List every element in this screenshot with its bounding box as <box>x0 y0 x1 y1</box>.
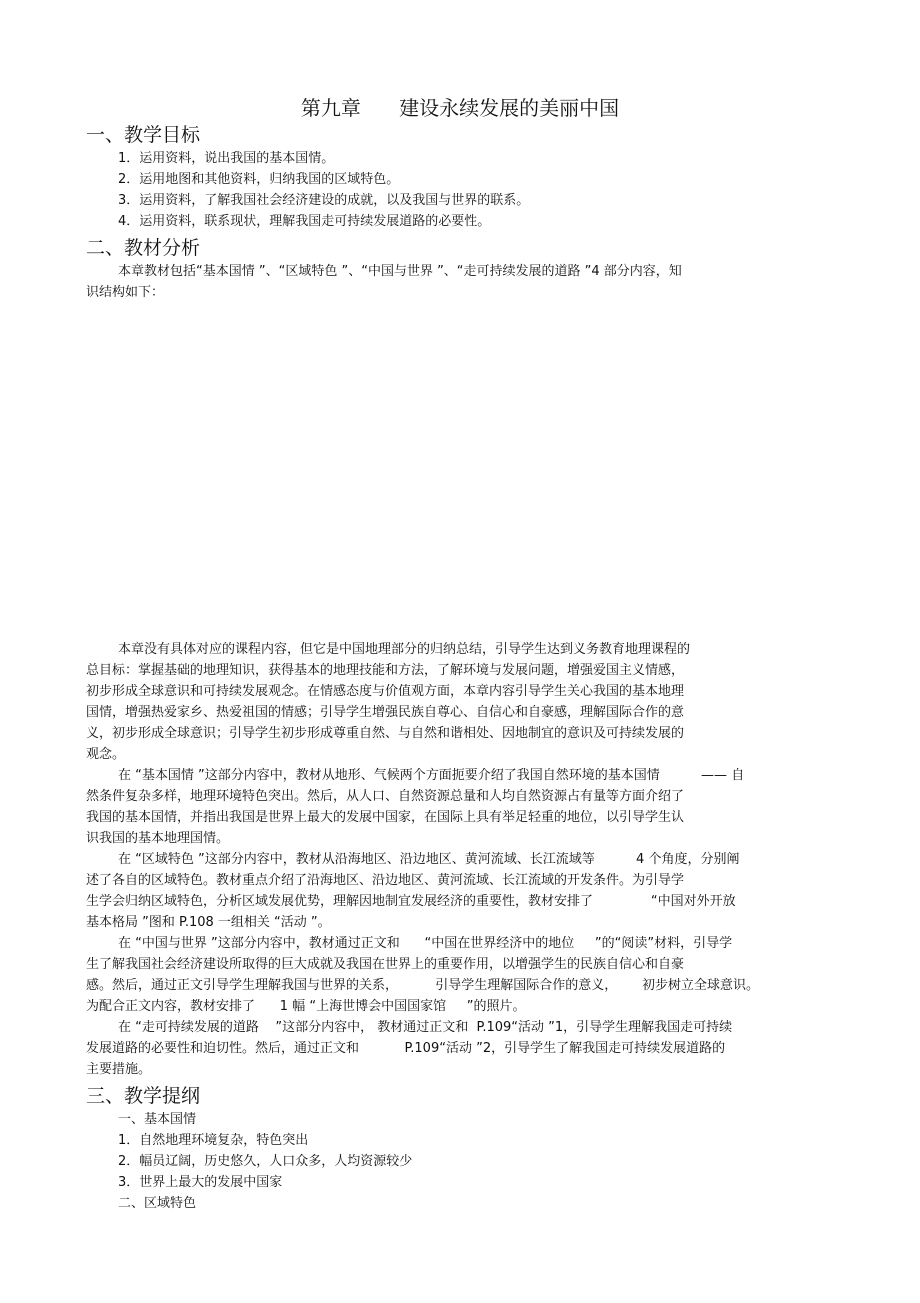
outline-subheading: 二、区域特色 <box>118 1196 197 1211</box>
paragraph-line: 识结构如下： <box>86 285 165 300</box>
paragraph-line: 生了解我国社会经济建设所取得的巨大成就及我国在世界上的重要作用，以增强学生的民族自信心和自豪 <box>86 957 685 972</box>
paragraph-line: 义，初步形成全球意识；引导学生初步形成尊重自然、与自然和谐相处、因地制宜的意识及可持续发展的 <box>86 726 685 741</box>
list-item: 1．自然地理环境复杂，特色突出 <box>118 1133 309 1148</box>
paragraph-line: 基本格局 ”图和 P.108 一组相关 “活动 ”。 <box>86 915 331 930</box>
paragraph-line: 总目标：掌握基础的地理知识，获得基本的地理技能和方法，了解环境与发展问题，增强爱国主义情感， <box>86 663 685 678</box>
list-item: 2．运用地图和其他资料，归纳我国的区域特色。 <box>118 172 400 187</box>
section-material-analysis <box>86 235 846 303</box>
list-item: 1．运用资料，说出我国的基本国情。 <box>118 151 335 166</box>
chapter-title: 第九章 建设永续发展的美丽中国 <box>300 96 620 120</box>
section-teaching-goals <box>86 122 846 232</box>
paragraph-line: 生学会归纳区域特色，分析区域发展优势，理解因地制宜发展经济的重要性，教材安排了 “中国对外开放 <box>86 894 736 909</box>
outline-subheading: 一、基本国情 <box>118 1112 197 1127</box>
paragraph-line: 然条件复杂多样，地理环境特色突出。然后，从人口、自然资源总量和人均自然资源占有量等方面介绍了 <box>86 789 685 804</box>
section-outline <box>86 1083 846 1214</box>
paragraph-line: 发展道路的必要性和迫切性。然后，通过正文和 P.109“活动 ”2，引导学生了解我国走可持续发展道路的 <box>86 1041 726 1056</box>
paragraph-line: 在 “中国与世界 ”这部分内容中，教材通过正文和 “中国在世界经济中的地位 ”的“阅读”材料，引导学 <box>118 936 733 951</box>
paragraph-line: 观念。 <box>86 747 126 762</box>
section-heading: 一、教学目标 <box>86 124 201 146</box>
list-item: 2．幅员辽阔，历史悠久，人口众多，人均资源较少 <box>118 1154 413 1169</box>
paragraph-line: 感。然后，通过正文引导学生理解我国与世界的关系， 引导学生理解国际合作的意义， 初步树立全球意识。 <box>86 978 759 993</box>
paragraph-line: 国情，增强热爱家乡、热爱祖国的情感；引导学生增强民族自尊心、自信心和自豪感，理解国际合作的意 <box>86 705 685 720</box>
analysis-paragraphs <box>86 639 846 1080</box>
list-item: 3．运用资料，了解我国社会经济建设的成就，以及我国与世界的联系。 <box>118 193 530 208</box>
paragraph-line: 本章教材包括“基本国情 ”、“区域特色 ”、“中国与世界 ”、“走可持续发展的道路 ”4 部分内容，知 <box>118 264 682 279</box>
paragraph-line: 述了各自的区域特色。教材重点介绍了沿海地区、沿边地区、黄河流域、长江流域的开发条件。为引导学 <box>86 873 685 888</box>
paragraph-line: 主要措施。 <box>86 1062 152 1077</box>
paragraph-line: 识我国的基本地理国情。 <box>86 831 230 846</box>
list-item: 3．世界上最大的发展中国家 <box>118 1175 283 1190</box>
paragraph-line: 初步形成全球意识和可持续发展观念。在情感态度与价值观方面，本章内容引导学生关心我国的基本地理 <box>86 684 685 699</box>
paragraph-line: 在 “基本国情 ”这部分内容中，教材从地形、气候两个方面扼要介绍了我国自然环境的基本国情 —— 自 <box>118 768 745 783</box>
paragraph-line: 本章没有具体对应的课程内容，但它是中国地理部分的归纳总结，引导学生达到义务教育地理课程的 <box>118 642 691 657</box>
paragraph-line: 为配合正文内容，教材安排了 1 幅 “上海世博会中国国家馆 ”的照片。 <box>86 999 526 1014</box>
paragraph-line: 在 “区域特色 ”这部分内容中，教材从沿海地区、沿边地区、黄河流域、长江流域等 4 个角度，分别阐 <box>118 852 740 867</box>
section-heading: 三、教学提纲 <box>86 1085 201 1107</box>
paragraph-line: 在 “走可持续发展的道路 ”这部分内容中， 教材通过正文和 P.109“活动 ”1，引导学生理解我国走可持续 <box>118 1020 733 1035</box>
section-heading: 二、教材分析 <box>86 237 201 259</box>
list-item: 4．运用资料，联系现状，理解我国走可持续发展道路的必要性。 <box>118 214 491 229</box>
paragraph-line: 我国的基本国情，并指出我国是世界上最大的发展中国家，在国际上具有举足轻重的地位，以引导学生认 <box>86 810 685 825</box>
